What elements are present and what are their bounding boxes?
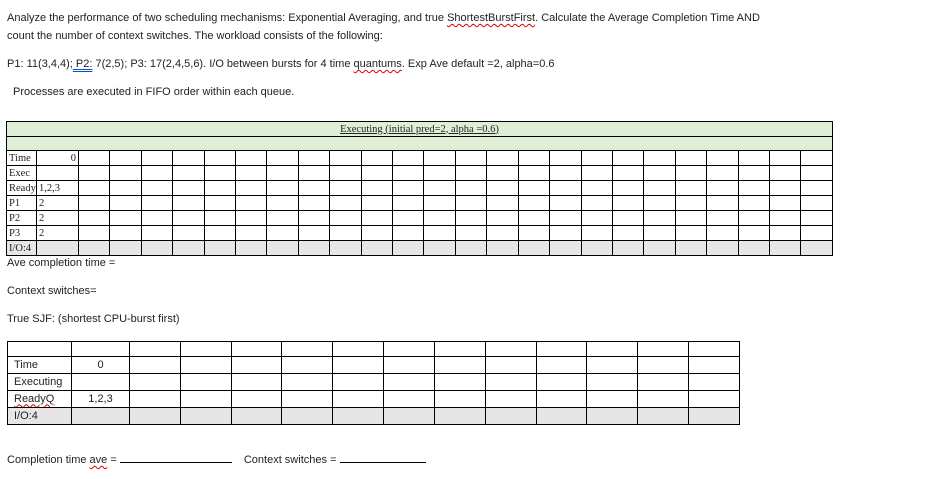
exp-table-header-row bbox=[7, 122, 833, 137]
row-label: P3 bbox=[7, 226, 37, 241]
workload-p2-rest: 7(2,5); P3: 17(2,4,5,6). I/O between bursts for 4 time bbox=[92, 58, 354, 70]
row-label: Executing bbox=[8, 374, 72, 391]
cell-value: 2 bbox=[37, 196, 79, 211]
workload-quantums: quantums bbox=[353, 58, 402, 70]
table-row bbox=[7, 151, 833, 166]
cell-value bbox=[72, 374, 130, 391]
row-label: P1 bbox=[7, 196, 37, 211]
exp-avg-table bbox=[6, 121, 833, 256]
table-row bbox=[7, 196, 833, 211]
exp-table-title: Executing (initial pred=2, alpha =0.6) bbox=[7, 122, 833, 137]
cell-value: 1,2,3 bbox=[37, 181, 79, 196]
cell-value: 2 bbox=[37, 226, 79, 241]
fifo-note: Processes are executed in FIFO order within each queue. bbox=[13, 86, 295, 98]
row-label: Ready bbox=[7, 181, 37, 196]
exp-context-switches: Context switches= bbox=[7, 285, 97, 297]
row-label: I/O:4 bbox=[8, 408, 72, 425]
table-row bbox=[7, 211, 833, 226]
exp-table-header-blank bbox=[7, 137, 833, 151]
table-row bbox=[8, 357, 740, 374]
context-switches-answer-blank bbox=[340, 452, 426, 463]
exp-avg-completion: Ave completion time = bbox=[7, 257, 116, 269]
workload-line bbox=[7, 55, 555, 73]
sjf-results-line: Completion time ave = Context switches = bbox=[7, 451, 426, 469]
table-row bbox=[7, 166, 833, 181]
workload-p1: P1: 11(3,4,4); bbox=[7, 58, 73, 70]
cell-value: 2 bbox=[37, 211, 79, 226]
cell-value: 1,2,3 bbox=[72, 391, 130, 408]
intro-text: Analyze the performance of two scheduling mechanisms: Exponential Averaging, and true bbox=[7, 12, 448, 24]
row-label: Exec bbox=[7, 166, 37, 181]
cell-value bbox=[72, 408, 130, 425]
table-row bbox=[8, 374, 740, 391]
table-row bbox=[8, 391, 740, 408]
sjf-title: True SJF: (shortest CPU-burst first) bbox=[7, 313, 180, 325]
row-label: ReadyQ bbox=[8, 391, 72, 408]
intro-line-1 bbox=[7, 9, 760, 27]
table-row bbox=[7, 226, 833, 241]
table-row bbox=[7, 241, 833, 256]
row-label: Time bbox=[8, 357, 72, 374]
workload-rest: . Exp Ave default =2, alpha=0.6 bbox=[401, 58, 555, 70]
row-label: P2 bbox=[7, 211, 37, 226]
row-label: I/O:4 bbox=[7, 241, 37, 256]
workload-p2: P2: bbox=[72, 58, 93, 70]
sjf-header-row bbox=[8, 342, 740, 357]
completion-ave: ave bbox=[89, 454, 108, 466]
completion-answer-blank bbox=[120, 452, 232, 463]
intro-text-end: . Calculate the Average Completion Time AND bbox=[535, 12, 760, 24]
cell-value bbox=[37, 166, 79, 181]
row-label: Time bbox=[7, 151, 37, 166]
context-switches-label: Context switches = bbox=[243, 454, 340, 466]
sjf-table bbox=[7, 341, 740, 425]
intro-line-2: count the number of context switches. The workload consists of the following: bbox=[7, 30, 383, 42]
cell-value: 0 bbox=[37, 151, 79, 166]
cell-value: 0 bbox=[72, 357, 130, 374]
table-row bbox=[8, 408, 740, 425]
table-row bbox=[7, 181, 833, 196]
sbf-term: ShortestBurstFirst bbox=[447, 12, 536, 24]
completion-label: Completion time bbox=[7, 454, 90, 466]
